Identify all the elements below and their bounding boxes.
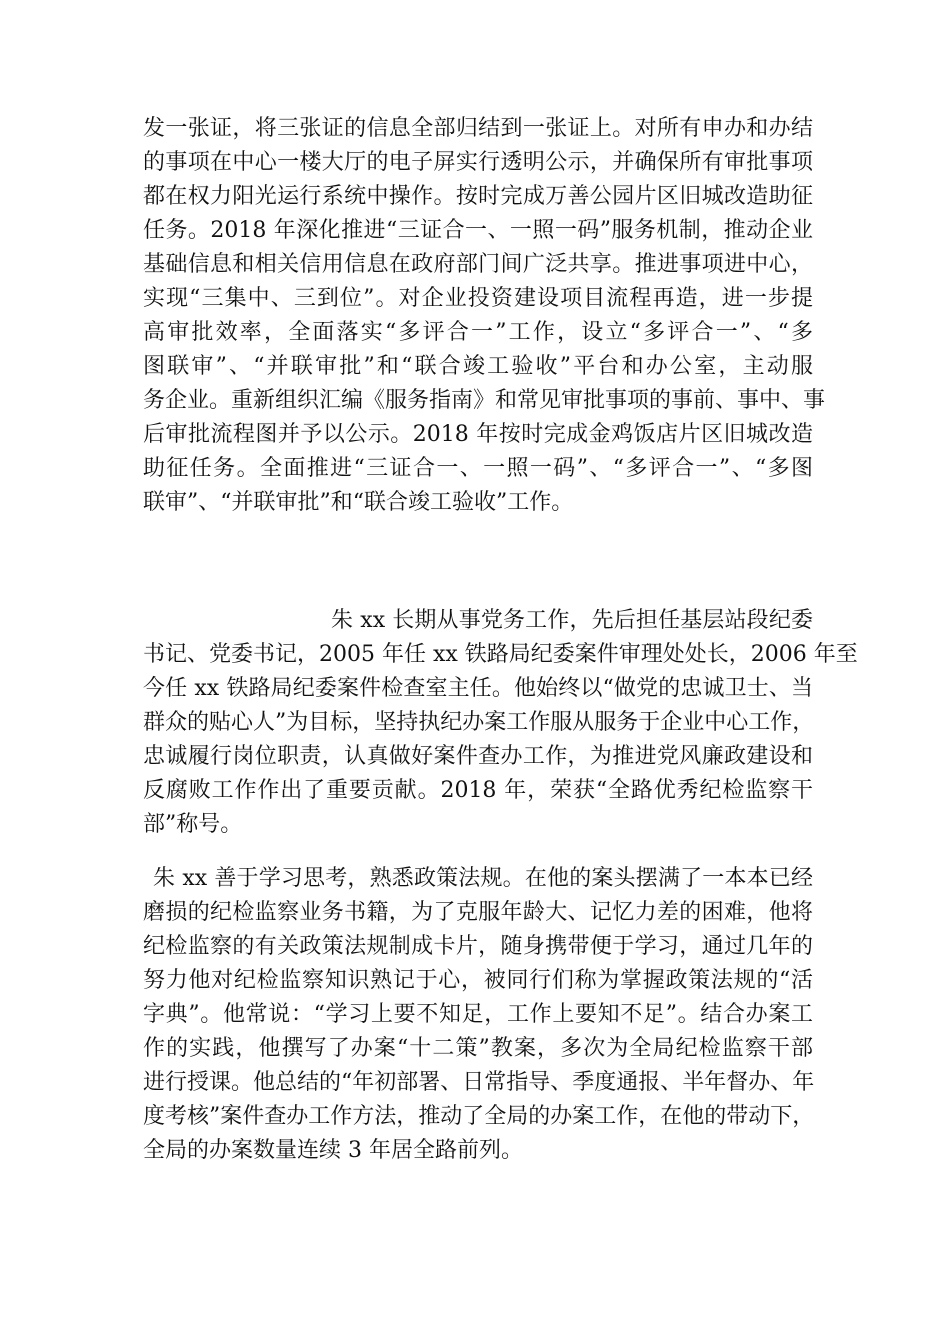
paragraph-line: 群众的贴心人”为目标，坚持执纪办案工作服从服务于企业中心工作， bbox=[143, 710, 815, 735]
paragraph-approval-reform bbox=[143, 112, 826, 520]
paragraph-line: 发一张证，将三张证的信息全部归结到一张证上。对所有申办和办结 bbox=[143, 116, 813, 141]
paragraph-line: 纪检监察的有关政策法规制成卡片，随身携带便于学习，通过几年的 bbox=[143, 934, 813, 959]
paragraph-line-indented: 朱 xx 长期从事党务工作，先后担任基层站段纪委 bbox=[331, 608, 813, 633]
paragraph-line: 忠诚履行岗位职责，认真做好案件查办工作，为推进党风廉政建设和 bbox=[143, 744, 813, 769]
paragraph-line: 高审批效率，全面落实“多评合一”工作，设立“多评合一”、“多 bbox=[143, 320, 813, 345]
paragraph-line: 务企业。重新组织汇编《服务指南》和常见审批事项的事前、事中、事 bbox=[143, 388, 826, 413]
paragraph-zhu-study bbox=[143, 862, 813, 1168]
paragraph-line: 图联审”、“并联审批”和“联合竣工验收”平台和办公室，主动服 bbox=[143, 354, 813, 379]
paragraph-line: 字典”。他常说：“学习上要不知足，工作上要知不足”。结合办案工 bbox=[143, 1002, 813, 1027]
paragraph-line: 任务。2018 年深化推进“三证合一、一照一码”服务机制，推动企业 bbox=[143, 218, 813, 243]
paragraph-line: 磨损的纪检监察业务书籍，为了克服年龄大、记忆力差的困难，他将 bbox=[143, 900, 813, 925]
paragraph-line: 今任 xx 铁路局纪委案件检查室主任。他始终以“做党的忠诚卫士、当 bbox=[143, 676, 813, 701]
paragraph-line: 度考核”案件查办工作方法，推动了全局的办案工作，在他的带动下， bbox=[143, 1104, 815, 1129]
paragraph-line: 实现“三集中、三到位”。对企业投资建设项目流程再造，进一步提 bbox=[143, 286, 813, 311]
paragraph-line: 作的实践，他撰写了办案“十二策”教案，多次为全局纪检监察干部 bbox=[143, 1036, 813, 1061]
paragraph-zhu-profile bbox=[143, 604, 858, 842]
paragraph-line: 全局的办案数量连续 3 年居全路前列。 bbox=[143, 1138, 523, 1163]
paragraph-line: 都在权力阳光运行系统中操作。按时完成万善公园片区旧城改造助征 bbox=[143, 184, 813, 209]
paragraph-line: 助征任务。全面推进“三证合一、一照一码”、“多评合一”、“多图 bbox=[143, 456, 813, 481]
paragraph-line: 后审批流程图并予以公示。2018 年按时完成金鸡饭店片区旧城改造 bbox=[143, 422, 813, 447]
paragraph-line: 部”称号。 bbox=[143, 812, 243, 837]
paragraph-line: 联审”、“并联审批”和“联合竣工验收”工作。 bbox=[143, 490, 574, 515]
paragraph-line: 基础信息和相关信用信息在政府部门间广泛共享。推进事项进中心， bbox=[143, 252, 813, 277]
paragraph-line: 的事项在中心一楼大厅的电子屏实行透明公示，并确保所有审批事项 bbox=[143, 150, 813, 175]
paragraph-line: 书记、党委书记，2005 年任 xx 铁路局纪委案件审理处处长，2006 年至 bbox=[143, 642, 858, 667]
paragraph-line-indented: 朱 xx 善于学习思考，熟悉政策法规。在他的案头摆满了一本本已经 bbox=[153, 866, 813, 891]
paragraph-line: 反腐败工作作出了重要贡献。2018 年，荣获“全路优秀纪检监察干 bbox=[143, 778, 813, 803]
paragraph-line: 努力他对纪检监察知识熟记于心，被同行们称为掌握政策法规的“活 bbox=[143, 968, 813, 993]
paragraph-line: 进行授课。他总结的“年初部署、日常指导、季度通报、半年督办、年 bbox=[143, 1070, 815, 1095]
